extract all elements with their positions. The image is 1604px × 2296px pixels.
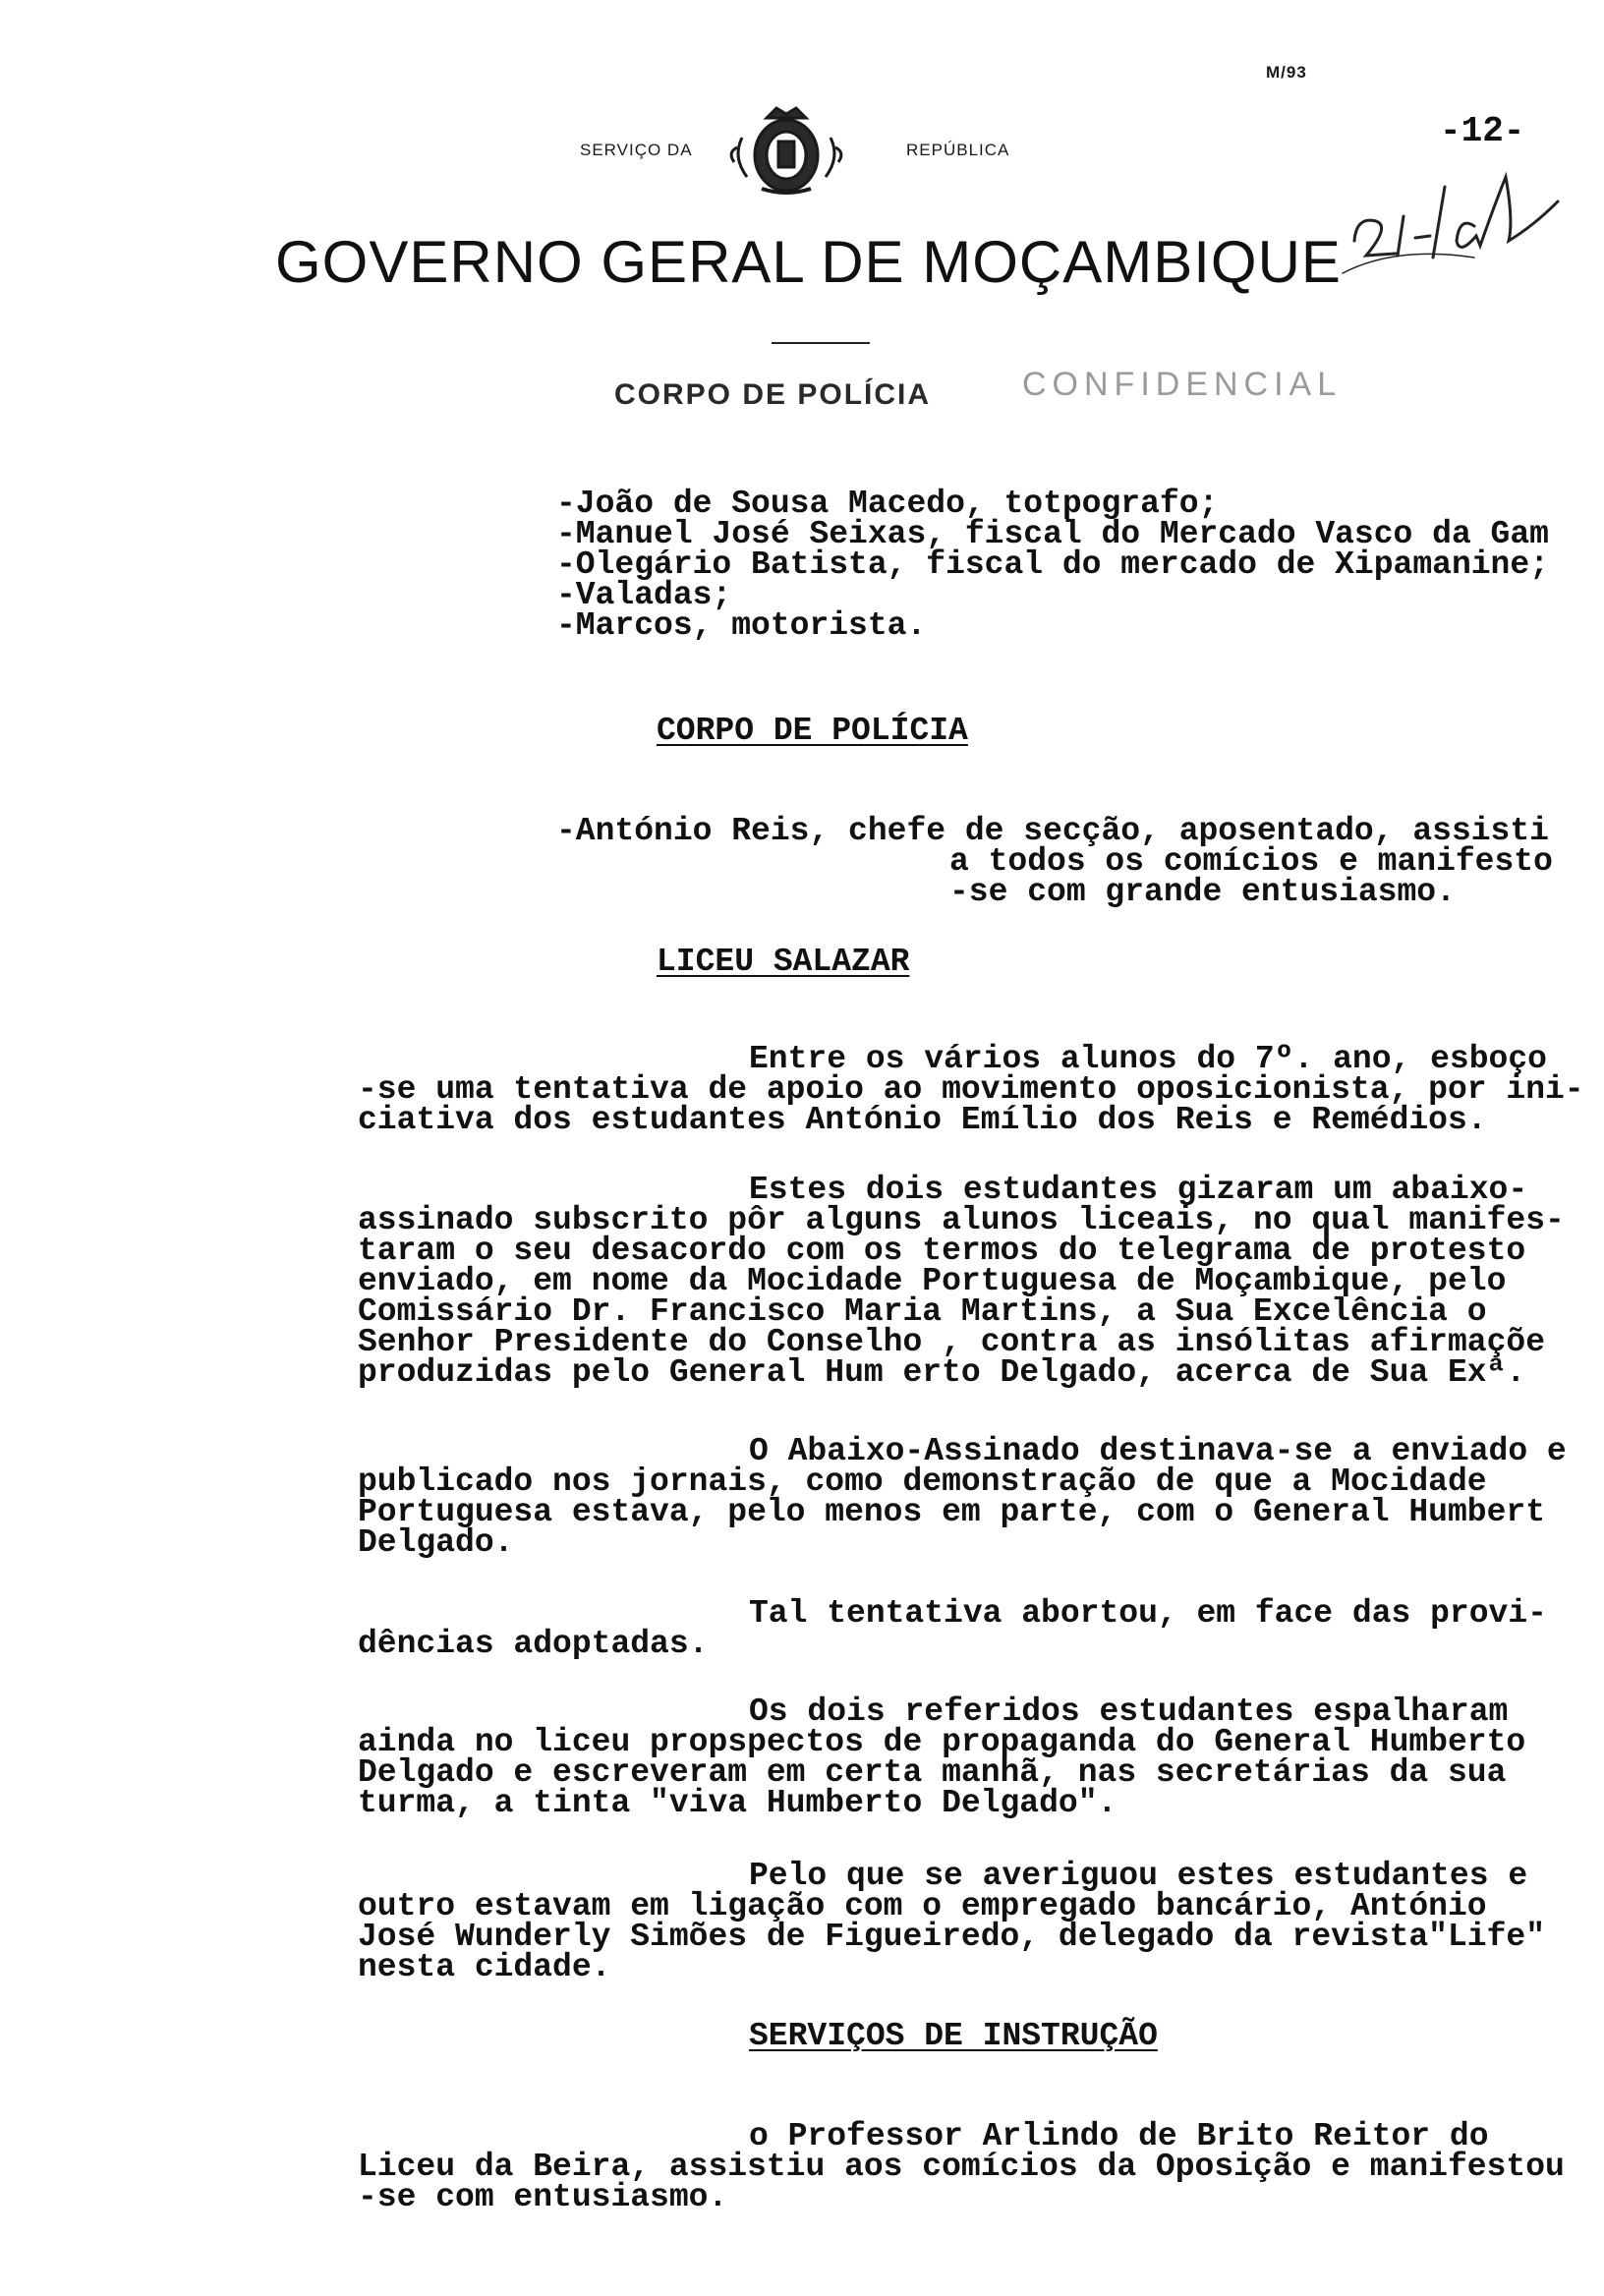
body-line: enviado, em nome da Mocidade Portuguesa de Moçambique, pelo xyxy=(358,1263,1507,1299)
body-line: produzidas pelo General Hum erto Delgado, acerca de Sua Exª. xyxy=(358,1354,1526,1391)
list-item: -Marcos, motorista. xyxy=(556,607,927,644)
section-heading-liceu-salazar: LICEU SALAZAR xyxy=(657,944,910,980)
document-code: M/93 xyxy=(1266,63,1307,82)
service-label-right: REPÚBLICA xyxy=(906,141,1010,159)
body-line: outro estavam em ligação com o empregado bancário, António xyxy=(358,1888,1487,1924)
body-line: Estes dois estudantes gizaram um abaixo- xyxy=(749,1172,1528,1208)
list-item: -Manuel José Seixas, fiscal do Mercado Vasco da Gam xyxy=(556,516,1549,552)
body-line: ciativa dos estudantes António Emílio dos Reis e Remédios. xyxy=(358,1102,1487,1138)
body-line: turma, a tinta "viva Humberto Delgado". xyxy=(358,1785,1117,1821)
body-line: Liceu da Beira, assistiu aos comícios da Oposição e manifestou xyxy=(358,2149,1565,2185)
body-line: Delgado. xyxy=(358,1524,514,1561)
title-divider xyxy=(772,342,870,344)
body-line: -se com grande entusiasmo. xyxy=(949,874,1456,910)
body-line: publicado nos jornais, como demonstração de que a Mocidade xyxy=(358,1464,1487,1500)
body-line: Delgado e escreveram em certa manhã, nas secretárias da sua xyxy=(358,1754,1507,1791)
body-line: nesta cidade. xyxy=(358,1949,611,1985)
body-line: -se com entusiasmo. xyxy=(358,2179,728,2215)
list-item: -João de Sousa Macedo, totpografo; xyxy=(556,486,1219,522)
body-line: ainda no liceu propspectos de propaganda do General Humberto xyxy=(358,1724,1526,1760)
body-line: Tal tentativa abortou, em face das provi- xyxy=(749,1595,1547,1632)
body-line: -se uma tentativa de apoio ao movimento oposicionista, por ini- xyxy=(358,1071,1584,1108)
list-item: -Valadas; xyxy=(556,577,732,613)
handwritten-signature xyxy=(1337,147,1573,275)
stamp-corpo-policia: CORPO DE POLÍCIA xyxy=(614,378,932,411)
government-title: GOVERNO GERAL DE MOÇAMBIQUE xyxy=(275,229,1342,295)
body-line: Portuguesa estava, pelo menos em parte, com o General Humbert xyxy=(358,1494,1545,1530)
body-line: o Professor Arlindo de Brito Reitor do xyxy=(749,2118,1489,2154)
body-line: José Wunderly Simões de Figueiredo, delegado da revista"Life" xyxy=(358,1919,1545,1955)
list-item: -Olegário Batista, fiscal do mercado de Xipamanine; xyxy=(556,546,1549,583)
body-line: Comissário Dr. Francisco Maria Martins, a Sua Excelência o xyxy=(358,1293,1487,1330)
stamp-confidencial: CONFIDENCIAL xyxy=(1022,366,1343,403)
body-line: Pelo que se averiguou estes estudantes e xyxy=(749,1858,1528,1894)
coat-of-arms-seal-icon xyxy=(722,98,850,197)
body-line: -António Reis, chefe de secção, aposentado, assisti xyxy=(556,813,1549,849)
section-heading-servicos-instrucao: SERVIÇOS DE INSTRUÇÃO xyxy=(749,2018,1158,2054)
service-label-left: SERVIÇO DA xyxy=(580,141,693,159)
section-heading-corpo-policia: CORPO DE POLÍCIA xyxy=(657,713,968,749)
body-line: taram o seu desacordo com os termos do telegrama de protesto xyxy=(358,1233,1526,1269)
body-line: Entre os vários alunos do 7º. ano, esboço xyxy=(749,1041,1547,1077)
body-line: assinado subscrito pôr alguns alunos liceais, no qual manifes- xyxy=(358,1202,1565,1238)
body-line: Senhor Presidente do Conselho , contra as insólitas afirmaçõe xyxy=(358,1324,1545,1360)
body-line: Os dois referidos estudantes espalharam xyxy=(749,1693,1509,1730)
body-line: O Abaixo-Assinado destinava-se a enviado e xyxy=(749,1433,1567,1469)
body-line: a todos os comícios e manifesto xyxy=(949,843,1553,880)
body-line: dências adoptadas. xyxy=(358,1626,709,1662)
page-number: -12- xyxy=(1440,111,1525,151)
